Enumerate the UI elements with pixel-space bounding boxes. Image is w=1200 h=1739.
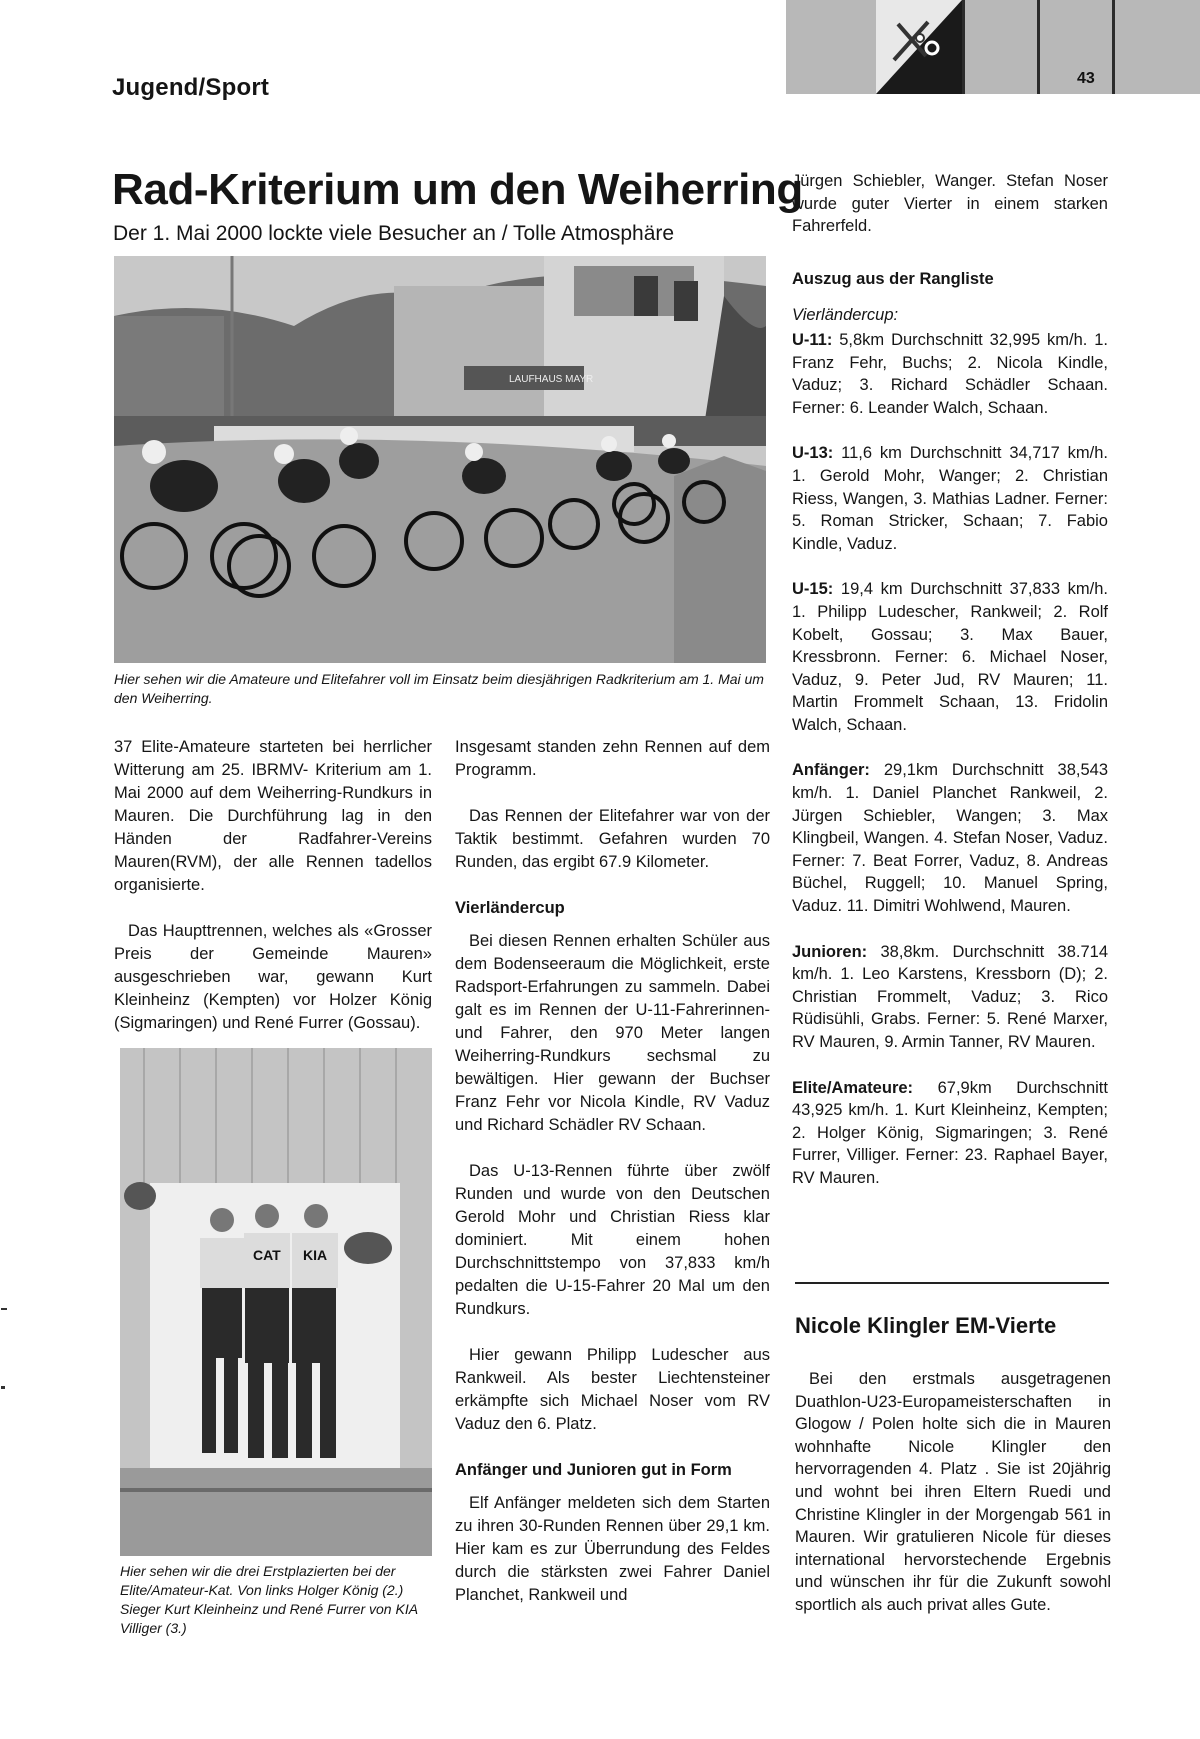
ranking-title: Auszug aus der Rangliste xyxy=(792,269,994,288)
ranking-text: 19,4 km Durchschnitt 37,833 km/h. 1. Philipp Ludescher, Rankweil; 2. Rolf Kobelt, Gossau; 3. Max Bauer, Kressbronn. Ferner: 6. Michael Noser, Vaduz, 9. Peter Jud, RV Mauren; 11. Martin Frommelt Schaan, 13. Fridolin Walch, Schaan. xyxy=(792,580,1108,734)
scan-mark xyxy=(1,1308,7,1310)
header-strip xyxy=(786,0,1200,94)
paragraph: Bei diesen Rennen erhalten Schüler aus dem Bodenseeraum die Möglichkeit, erste Radsport-Erfahrungen zu sammeln. Dabei galt es im Rennen der U-11-Fahrerinnen-und Fahrer, den 970 Meter langen Weiherring-Rundkurs sechsmal zu bewältigen. Hier gewann der Buchser Franz Fehr vor Nicola Kindle, RV Vaduz und Richard Schädler RV Schaan. xyxy=(455,932,770,1134)
article-title: Rad-Kriterium um den Weiherring xyxy=(112,165,803,214)
column-1 xyxy=(114,736,432,1058)
podium-photo-caption: Hier sehen wir die drei Erstplazierten bei der Elite/Amateur-Kat. Von links Holger König (2.) Sieger Kurt Kleinheinz und René Furrer von KIA Villiger (3.) xyxy=(120,1563,418,1636)
subhead-vierlaendercup: Vierländercup xyxy=(455,899,565,917)
ranking-label: Junioren: xyxy=(792,942,868,961)
podium-photo xyxy=(120,1048,432,1556)
shop-sign: LAUFHAUS MAYR xyxy=(509,374,594,385)
ranking-entry xyxy=(792,578,1108,736)
ranking-text: 67,9km Durchschnitt 43,925 km/h. 1. Kurt Kleinheinz, Kempten; 2. Holger König, Sigmaringen; 3. René Furrer, Villiger. Ferner: 23. Raphael Bayer, RV Mauren. xyxy=(792,1078,1108,1187)
column-3 xyxy=(792,170,1108,1213)
ranking-entry xyxy=(792,1077,1108,1190)
paragraph: Jürgen Schiebler, Wanger. Stefan Noser wurde guter Vierter in einem starken Fahrerfeld. xyxy=(792,172,1108,236)
ranking-text: 29,1km Durchschnitt 38,543 km/h. 1. Daniel Planchet Rankweil, 2. Jürgen Schiebler, Wangen; 3. Max Klingbeil, Wangen. 4. Stefan Noser, Vaduz. Ferner: 7. Beat Forrer, Vaduz, 8. Andreas Büchel, Ruggell; 10. Manuel Spring, Vaduz. 11. Dimitri Wohlwend, Mauren. xyxy=(792,761,1108,916)
race-photo-caption: Hier sehen wir die Amateure und Elitefahrer voll im Einsatz beim diesjährigen Radkriterium am 1. Mai um den Weiherring. xyxy=(114,671,764,706)
ranking-subtitle: Vierländercup: xyxy=(792,306,899,325)
ranking-text: 11,6 km Durchschnitt 34,717 km/h. 1. Gerold Mohr, Wanger; 2. Christian Riess, Wangen, 3. Mathias Ladner. Ferner: 5. Roman Stricker, Schaan; 7. Fabio Kindle, Vaduz. xyxy=(792,444,1108,553)
section-label: Jugend/Sport xyxy=(112,74,270,101)
ranking-entry xyxy=(792,759,1108,917)
paragraph: Hier gewann Philipp Ludescher aus Rankweil. Als bester Liechtensteiner erkämpfte sich Michael Noser vom RV Vaduz den 6. Platz. xyxy=(455,1346,770,1433)
paragraph: Das Rennen der Elitefahrer war von der Taktik bestimmt. Gefahren wurden 70 Runden, das ergibt 67.9 Kilometer. xyxy=(455,807,770,871)
ranking-entry xyxy=(792,941,1108,1054)
header-strip-cell xyxy=(965,0,1037,94)
article2-body-column xyxy=(795,1368,1111,1640)
subhead-anfaenger-junioren: Anfänger und Junioren gut in Form xyxy=(455,1461,732,1479)
ranking-entry xyxy=(792,329,1108,419)
ranking-entry xyxy=(792,442,1108,555)
article-subtitle: Der 1. Mai 2000 lockte viele Besucher an / Tolle Atmosphäre xyxy=(113,222,675,245)
ranking-label: U-13: xyxy=(792,444,834,463)
jersey-center-text: CAT xyxy=(253,1247,281,1263)
race-photo xyxy=(114,256,766,663)
paragraph: Das U-13-Rennen führte über zwölf Runden und wurde von den Deutschen Gerold Mohr und Christian Riess klar dominiert. Mit einem hohen Durchschnittstempo von 37,833 km/h pedalten die U-15-Fahrer 20 Mal um den Rundkurs. xyxy=(455,1162,770,1318)
paragraph: Bei den erstmals ausgetragenen Duathlon-U23-Europameisterschaften in Glogow / Polen holte sich die in Mauren wohnhafte Nicole Klingler den hervorragenden 4. Platz . Sie ist 20jährig und wohnt bei ihren Eltern Ruedi und Christine Klingler in der Morgengab 561 in Mauren. Wir gratulieren Nicole für dieses international hervorstechende Ergebnis und wünschen ihr für die Zukunft sowohl sportlich als auch privat alles Gute. xyxy=(795,1370,1111,1614)
ranking-label: U-15: xyxy=(792,580,834,599)
paragraph: Das Haupttrennen, welches als «Grosser Preis der Gemeinde Mauren» ausgeschrieben war, gewann Kurt Kleinheinz (Kempten) vor Holzer König (Sigmaringen) und René Furrer (Gossau). xyxy=(114,922,432,1032)
divider xyxy=(795,1282,1109,1284)
ranking-text: 38,8km. Durchschnitt 38.714 km/h. 1. Leo Karstens, Kressborn (D); 2. Christian Frommelt, Vaduz; 3. Rico Rüdisühli, Grabs. Ferner: 5. René Marxer, RV Mauren, 9. Armin Tanner, RV Mauren. xyxy=(792,942,1108,1051)
page-number: 43 xyxy=(1077,70,1095,87)
paragraph: 37 Elite-Amateure starteten bei herrlicher Witterung am 25. IBRMV- Kriterium am 1. Mai 2000 auf dem Weiherring-Rundkurs in Mauren. Die Durchführung lag in den Händen der Radfahrer-Vereins Mauren(RVM), der alle Rennen tadellos organisierte. xyxy=(114,738,432,894)
ranking-label: U-11: xyxy=(792,330,833,349)
paragraph: Elf Anfänger meldeten sich dem Starten zu ihren 30-Runden Rennen über 29,1 km. Hier kam es zur Überrundung des Feldes durch die stärksten zwei Fahrer Daniel Planchet, Rankweil und xyxy=(455,1494,770,1604)
column-2 xyxy=(455,736,770,1630)
crossed-keys-icon xyxy=(876,0,962,94)
jersey-right-text: KIA xyxy=(303,1247,328,1263)
ranking-label: Anfänger: xyxy=(792,761,870,780)
emblem-icon xyxy=(876,0,962,94)
article2-title: Nicole Klingler EM-Vierte xyxy=(795,1313,1057,1338)
ranking-label: Elite/Amateure: xyxy=(792,1078,914,1097)
header-strip-cell xyxy=(1115,0,1200,94)
header-strip-cell xyxy=(786,0,876,94)
ranking-text: 5,8km Durchschnitt 32,995 km/h. 1. Franz Fehr, Buchs; 2. Nicola Kindle, Vaduz; 3. Richard Schädler Schaan. Ferner: 6. Leander Walch, Schaan. xyxy=(792,330,1108,417)
scan-mark xyxy=(1,1386,5,1389)
paragraph: Insgesamt standen zehn Rennen auf dem Programm. xyxy=(455,738,770,779)
header-strip-cell xyxy=(1040,0,1112,94)
